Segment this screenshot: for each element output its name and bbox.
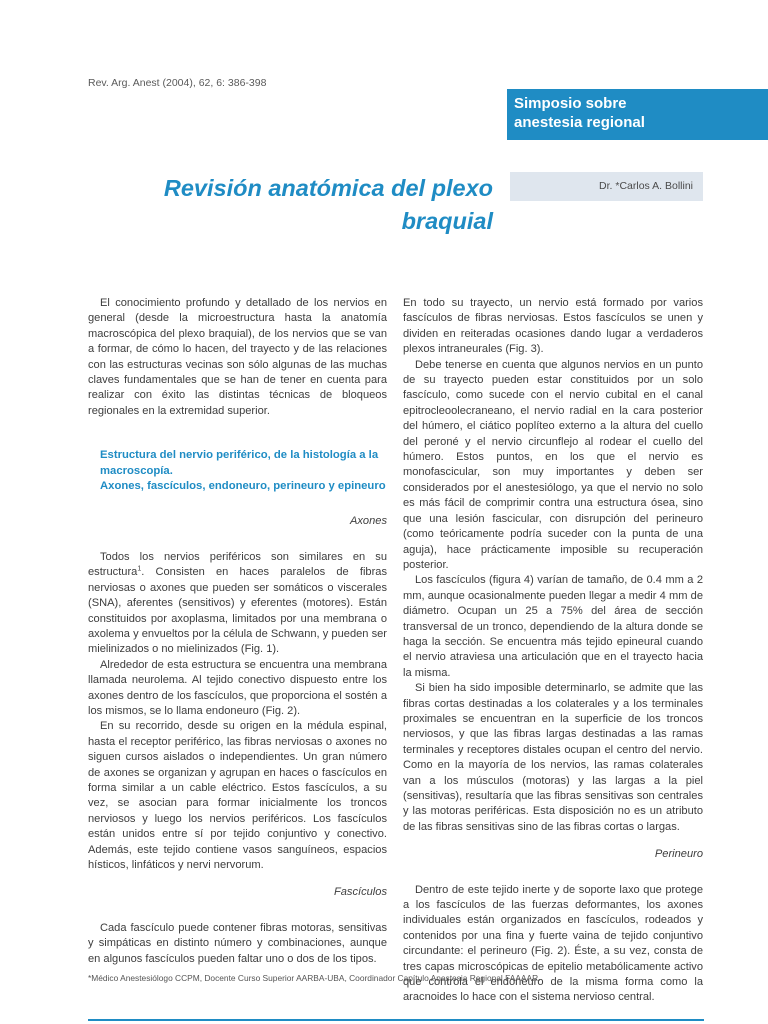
right-paragraph-4: Si bien ha sido imposible determinarlo, se admite que las fibras cortas destinadas a los colaterales y a los terminales proximales se encuentran en la superficie de los troncos nerviosos, y que las fibras largas destinadas a las ramas terminales y receptores distales ocupan el centro del nervio. Como en la mayoría de los nervios, las ramas colaterales van a los músculos (motoras) y las largas a la piel (sensitivas), resultaría que las fibras sensitivas son centrales y las motoras periféricas. Esta disposición no es un atributo de las fibras sensitivas sino de las fibras cortas o largas. (403, 682, 703, 833)
axones-paragraph-3: En su recorrido, desde su origen en la médula espinal, hasta el receptor periférico, las fibras nerviosas o axones no siguen cursos aislados o independientes. Un gran número de axones se organizan y agrupan en haces o fascículos en forma similar a un cable eléctrico. Estos fascículos, a su vez, se asocian para formar inicialmente los troncos nerviosos y luego los nervios periféricos. Los fascículos están unidos entre sí por tejido conjuntivo y conectivo. Además, este tejido contiene vasos sanguíneos, espacios hísticos, linfáticos y nervi nervorum. (88, 720, 387, 871)
right-paragraph-1: En todo su trayecto, un nervio está formado por varios fascículos de fibras nerviosas. Estos fascículos se unen y dividen en reiteradas ocasiones dando lugar a verdaderos plexos intraneurales (Fig. 3). (403, 297, 703, 356)
author-footnote: *Médico Anestesiólogo CCPM, Docente Curso Superior AARBA-UBA, Coordinador Capítulo Anestesia Regional FAAAAR. (88, 973, 541, 983)
perineuro-paragraph-1: Dentro de este tejido inerte y de soporte laxo que protege a los fascículos de las fuerzas deformantes, los axones individuales están organizados en fascículos, rodeados y contenidos por una fina y fuerte vaina de tejido conjuntivo circundante: el perineuro (Fig. 2). Éste, a su vez, consta de tres capas microscópicas de epitelio metabólicamente activo que controla el endoneuro de la misma forma como la aracnoides lo hace con el sistema nervioso central. (403, 883, 703, 1004)
subhead-axones: Axones (349, 515, 387, 528)
symposium-banner (507, 89, 768, 140)
article-title (88, 172, 493, 238)
section-heading-line-2: Axones, fascículos, endoneuro, perineuro y epineuro (100, 480, 386, 493)
subhead-fasciculos: Fascículos (333, 886, 387, 899)
axones-p1-text-b: . Consisten en haces paralelos de fibras nerviosas o axones que pueden ser somáticos o viscerales (SNA), aferentes (sensitivos) y eferentes (motores). Están constituidos por axoplasma, limitados por una membrana o axolema y envueltos por la célula de Schwann, y pueden ser mielinizados o no mielinizados (Fig. 1). (88, 566, 387, 656)
section-heading (100, 448, 387, 494)
right-column (403, 296, 703, 1006)
right-paragraph-3: Los fascículos (figura 4) varían de tamaño, de 0.4 mm a 2 mm, aunque ocasionalmente pueden llegar a medir 4 mm de diámetro. Ocupan un 25 a 75% del área de sección transversal de un tronco, dependiendo de la altura donde se haga la sección. Se encuentra más tejido epineural cuando el nervio atraviesa una articulación que en el trayecto hacia la misma. (403, 574, 703, 679)
axones-p1-text-a: Todos los nervios periféricos son similares en su estructura (88, 550, 387, 579)
author-name: Dr. *Carlos A. Bollini (599, 180, 693, 192)
symposium-line-2: anestesia regional (514, 114, 645, 131)
journal-citation: Rev. Arg. Anest (2004), 62, 6: 386-398 (88, 77, 267, 89)
article-title-line-2: braquial (401, 208, 493, 234)
subhead-perineuro: Perineuro (654, 848, 703, 861)
axones-paragraph-1 (88, 550, 387, 658)
article-title-line-1: Revisión anatómica del plexo (163, 175, 493, 201)
intro-paragraph: El conocimiento profundo y detallado de los nervios en general (desde la microestructura hasta la anatomía macroscópica del plexo braquial), de los nervios que se van a formar, de cómo lo hacen, del trayecto y de las relaciones con las estructuras vecinas son sólo algunas de las muchas claves fundamentales que se han de tener en cuenta para realizar con éxito las distintas técnicas de bloqueos regionales en la extremidad superior. (88, 297, 387, 417)
author-box (510, 172, 703, 201)
bottom-rule (88, 1019, 704, 1021)
axones-paragraph-2: Alrededor de esta estructura se encuentra una membrana llamada neurolema. Al tejido conectivo dispuesto entre los axones dentro de los fascículos, que proporciona el sostén a los mismos, se lo llama endoneuro (Fig. 2). (88, 658, 387, 717)
reference-marker: 1 (137, 565, 142, 573)
fasciculos-paragraph-1: Cada fascículo puede contener fibras motoras, sensitivas y simpáticas en distinto número y combinaciones, aunque en algunos fascículos pueden faltar uno o dos de los tipos. (88, 921, 387, 965)
left-column (88, 296, 387, 967)
section-heading-line-1: Estructura del nervio periférico, de la histología a la macroscopía. (100, 449, 379, 477)
right-paragraph-2: Debe tenerse en cuenta que algunos nervios en un punto de su trayecto pueden estar constituidos por un solo fascículo, como sucede con el nervio cubital en el canal epitrocleoolecraneano, el nervio radial en la cara posterior del húmero, el ciático poplíteo externo a la altura del cuello del peroné y el nervio circunflejo al rodear el cuello del húmero. Estos puntos, en los que el nervio es monofascicular, son muy importantes y deben ser considerados por el anestesiólogo, ya que el nervio no solo es más fácil de comprimir contra una estructura ósea, sino que una lesión fascicular, con disrupción del perineuro (como teóricamente podría suceder con la punta de una aguja), hace prácticamente imposible su recuperación posterior. (403, 358, 703, 571)
symposium-line-1: Simposio sobre (514, 95, 627, 112)
